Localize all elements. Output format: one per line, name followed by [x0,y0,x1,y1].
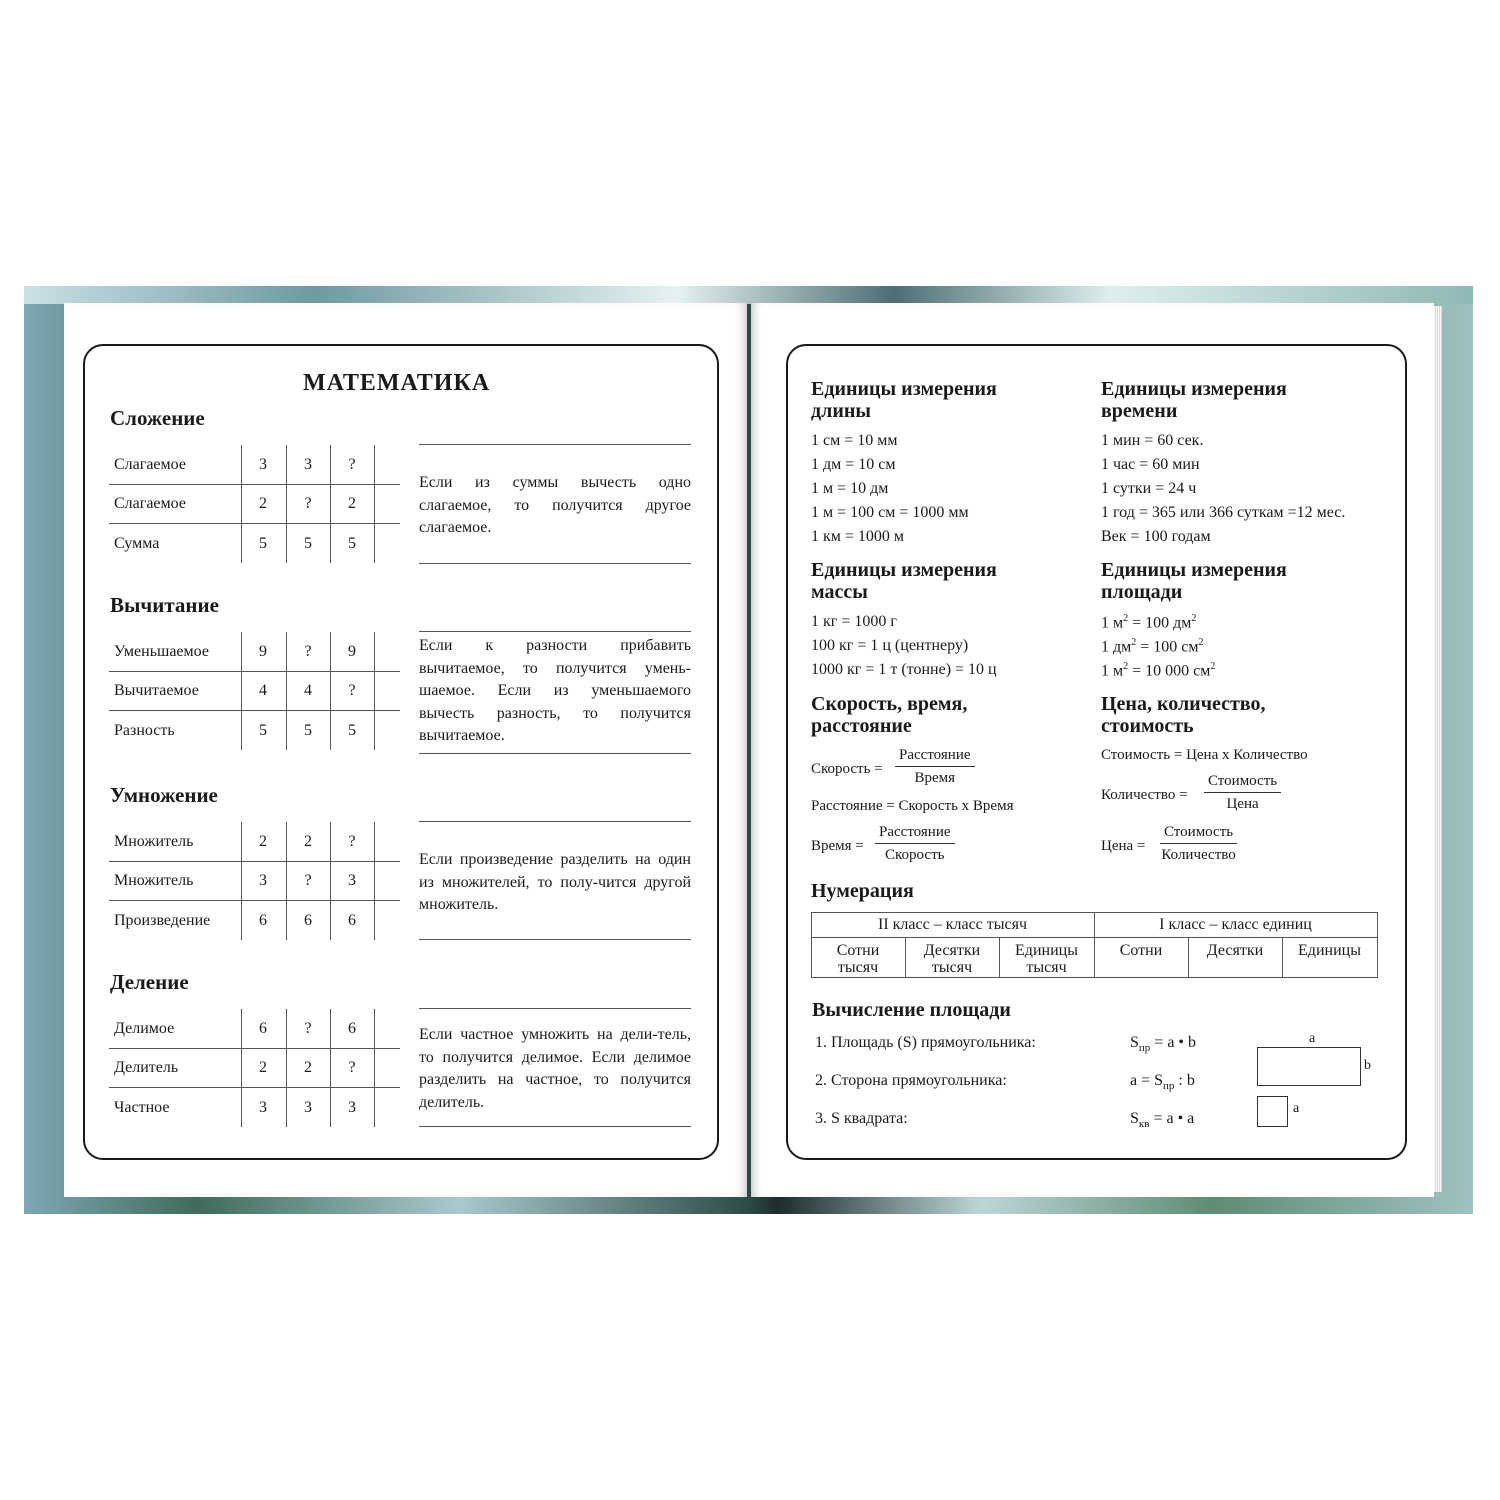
section-heading: стоимость [1101,715,1194,737]
section-heading: Нумерация [811,880,914,902]
rank-cell: Единицы [1298,942,1361,959]
rect-side-label: b [1364,1058,1371,1073]
section-heading: Деление [110,970,189,994]
cell: ? [348,1059,356,1076]
row-label: Разность [114,722,175,739]
cell: 2 [304,1059,312,1076]
cell: ? [304,872,312,889]
cell: 5 [348,535,356,552]
section-heading: площади [1101,581,1183,603]
section-heading: длины [811,400,871,422]
cell: 2 [348,495,356,512]
rect-side-label: a [1309,1031,1316,1046]
unit-line: 1 м = 10 дм [811,480,889,497]
area-formula: $a = S_{пр}$ : b [1130,1072,1195,1093]
cell: 3 [259,1099,267,1116]
rule-text: Если из суммы вычесть одно слагаемое, то получится другое слагаемое. [419,474,691,536]
fraction: Расстояние Время [895,747,975,787]
rank-cell: Десятки тысяч [923,942,981,976]
cell: 4 [259,682,267,699]
rank-cell: Сотни тысяч [836,942,880,976]
fraction: Расстояние Скорость [875,824,955,864]
fraction: Стоимость Количество [1161,824,1236,863]
rule-text: Если к разности прибавить вычитаемое, то получится умень-шаемое. Если из уменьшаемого вычесть разность, то получится вычитаемое. [419,637,691,744]
formula: Расстояние = Скорость х Время [811,798,1014,814]
cell: 5 [304,535,312,552]
cell: 5 [348,722,356,739]
row-label: Слагаемое [114,456,186,473]
unit-line: 1 мин = 60 сек. [1101,432,1204,449]
class-header: II класс – класс тысяч [877,916,1028,933]
cell: 2 [259,1059,267,1076]
rank-cell: Сотни [1119,942,1163,959]
unit-line: 1 сутки = 24 ч [1101,480,1197,497]
page-edges [1434,306,1442,1192]
formula-lhs: Цена = [1101,838,1146,854]
formula-lhs: Количество = [1101,787,1188,803]
unit-line: 1 м = 100 см = 1000 мм [811,504,969,521]
area-formula: $S_{пр} = a$ • b [1130,1034,1197,1055]
unit-line: Век = 100 годам [1101,528,1211,545]
unit-line: 1 $м^2 = 10$ 000 $см^2$ [1101,661,1216,680]
area-formula: $S_{кв} = a$ • a [1130,1110,1195,1131]
unit-line: 1000 кг = 1 т (тонне) = 10 ц [811,661,997,678]
unit-line: 1 $дм^2 = 100$ $см^2$ [1101,637,1204,656]
rule-text: Если произведение разделить на один из множителей, то полу-чится другой множитель. [419,851,691,913]
cell: 3 [348,1099,356,1116]
fraction: Стоимость Цена [1204,773,1281,813]
row-label: Делимое [114,1020,175,1037]
square-diagram [1257,1096,1288,1127]
section-heading: Единицы измерения [1101,559,1287,581]
cell: 6 [348,1020,356,1037]
cell: 5 [259,535,267,552]
row-label: Частное [114,1099,170,1116]
unit-line: 1 час = 60 мин [1101,456,1200,473]
cell: ? [304,495,312,512]
cell: 2 [259,495,267,512]
cell: 2 [259,833,267,850]
area-item-label: 2. Сторона прямоугольника: [815,1072,1007,1089]
row-label: Множитель [114,872,194,889]
unit-line: 1 км = 1000 м [811,528,905,545]
rectangle-diagram [1257,1047,1361,1086]
section-heading: Единицы измерения [1101,378,1287,400]
section-heading: Вычитание [110,593,219,617]
section-heading: времени [1101,400,1178,422]
cover-top-strip [24,286,1473,304]
unit-line: 1 см = 10 мм [811,432,898,449]
section-heading: массы [811,581,868,603]
class-header: I класс – класс единиц [1159,916,1312,933]
formula: Стоимость = Цена х Количество [1101,747,1308,763]
row-label: Слагаемое [114,495,186,512]
unit-line: 1 $м^2 = 100$ $дм^2$ [1101,613,1197,632]
section-heading: Цена, количество, [1101,693,1266,715]
formula-lhs: Время = [811,838,864,854]
row-label: Вычитаемое [114,682,199,699]
cell: ? [348,682,356,699]
cell: 3 [304,456,312,473]
cell: 4 [304,682,312,699]
cell: 3 [348,872,356,889]
cell: 6 [304,912,312,929]
cell: 3 [259,872,267,889]
unit-line: 100 кг = 1 ц (центнеру) [811,637,969,654]
cell: ? [348,833,356,850]
section-heading: Единицы измерения [811,378,997,400]
row-label: Множитель [114,833,194,850]
row-label: Делитель [114,1059,179,1076]
unit-line: 1 год = 365 или 366 суткам =12 мес. [1101,504,1346,521]
area-item-label: 3. S квадрата: [815,1110,908,1127]
square-side-label: a [1293,1101,1300,1116]
cell: 6 [259,912,267,929]
section-heading: Сложение [110,406,205,430]
formula-lhs: Скорость = [811,761,883,777]
cell: 6 [259,1020,267,1037]
rank-cell: Десятки [1206,942,1264,959]
cell: ? [348,456,356,473]
cell: 3 [259,456,267,473]
section-heading: расстояние [811,715,912,737]
unit-line: 1 кг = 1000 г [811,613,897,630]
cell: ? [304,1020,312,1037]
cell: 9 [259,643,267,660]
row-label: Уменьшаемое [114,643,209,660]
unit-line: 1 дм = 10 см [811,456,896,473]
section-heading: Вычисление площади [812,999,1011,1021]
cell: 5 [259,722,267,739]
page-title: МАТЕМАТИКА [303,370,491,396]
cell: 3 [304,1099,312,1116]
section-heading: Единицы измерения [811,559,997,581]
rule-text: Если частное умножить на дели-тель, то получится делимое. Если делимое разделить на частное, то получится делитель. [419,1026,691,1111]
cell: ? [304,643,312,660]
cell: 2 [304,833,312,850]
cell: 5 [304,722,312,739]
row-label: Сумма [114,535,160,552]
section-heading: Умножение [110,783,218,807]
area-item-label: 1. Площадь (S) прямоугольника: [815,1034,1036,1051]
section-heading: Скорость, время, [811,693,968,715]
row-label: Произведение [114,912,211,929]
cell: 9 [348,643,356,660]
cell: 6 [348,912,356,929]
rank-cell: Единицы тысяч [1015,942,1078,976]
